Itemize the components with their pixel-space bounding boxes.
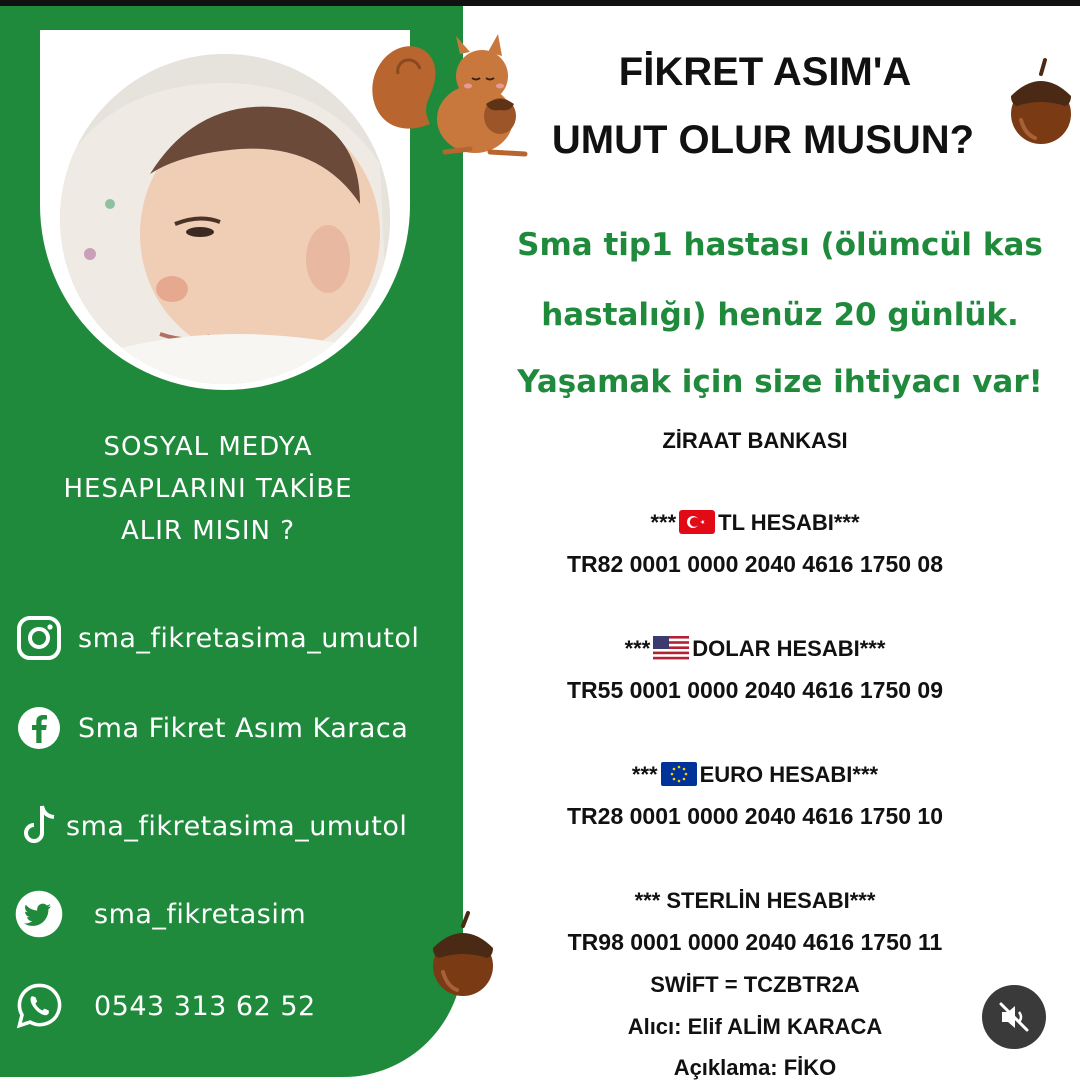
baby-photo-illustration — [60, 54, 390, 384]
account-label: TL HESABI*** — [718, 510, 860, 535]
social-instagram[interactable] — [14, 610, 463, 666]
iban-tl: TR82 0001 0000 2040 4616 1750 08 — [567, 551, 943, 577]
iban-usd: TR55 0001 0000 2040 4616 1750 09 — [567, 677, 943, 703]
mute-button[interactable] — [982, 985, 1046, 1049]
speaker-muted-icon — [997, 1000, 1031, 1034]
page-title-line-1: FİKRET ASIM'A — [618, 50, 912, 94]
facebook-icon — [14, 703, 64, 753]
acorn-icon — [1005, 56, 1077, 148]
whatsapp-icon — [14, 981, 64, 1031]
turkey-flag-icon — [679, 510, 715, 534]
account-header-tl — [475, 510, 1035, 536]
account-header-usd — [475, 636, 1035, 662]
whatsapp-phone[interactable]: 0543 313 62 52 — [94, 990, 316, 1022]
iban-eur: TR28 0001 0000 2040 4616 1750 10 — [567, 803, 943, 829]
social-tiktok[interactable] — [14, 798, 463, 854]
social-whatsapp[interactable] — [14, 978, 463, 1034]
page-title-line-2: UMUT OLUR MUSUN? — [551, 118, 975, 162]
twitter-handle[interactable]: sma_fikretasim — [94, 898, 307, 930]
account-prefix: *** — [650, 510, 677, 535]
follow-request-text — [18, 426, 398, 552]
payment-description: Açıklama: FİKO — [673, 1055, 837, 1080]
follow-line-1: SOSYAL MEDYA — [103, 432, 313, 462]
tiktok-icon — [14, 801, 64, 851]
account-prefix: *** — [634, 888, 661, 913]
follow-line-3: ALIR MISIN ? — [120, 516, 296, 546]
message-line-3: Yaşamak için size ihtiyacı var! — [517, 364, 1043, 400]
baby-photo — [60, 54, 390, 384]
account-header-gbp — [475, 888, 1035, 914]
facebook-name[interactable]: Sma Fikret Asım Karaca — [78, 712, 409, 744]
social-facebook[interactable] — [14, 700, 463, 756]
account-label: DOLAR HESABI*** — [692, 636, 886, 661]
message-line-2: hastalığı) henüz 20 günlük. — [541, 297, 1019, 333]
tiktok-handle[interactable]: sma_fikretasima_umutol — [66, 810, 408, 842]
account-label: STERLİN HESABI*** — [660, 888, 876, 913]
instagram-icon — [14, 613, 64, 663]
recipient-name: Alıcı: Elif ALİM KARACA — [627, 1014, 883, 1039]
squirrel-illustration — [360, 24, 530, 164]
account-header-eur — [475, 762, 1035, 788]
follow-line-2: HESAPLARINI TAKİBE — [63, 474, 353, 504]
swift-code: SWİFT = TCZBTR2A — [650, 972, 860, 997]
account-label: EURO HESABI*** — [699, 762, 879, 787]
social-twitter[interactable] — [14, 886, 463, 942]
usa-flag-icon — [653, 636, 689, 660]
message-line-1: Sma tip1 hastası (ölümcül kas — [517, 227, 1043, 263]
account-prefix: *** — [631, 762, 658, 787]
left-green-panel — [0, 6, 463, 1077]
instagram-handle[interactable]: sma_fikretasima_umutol — [78, 622, 420, 654]
bank-name: ZİRAAT BANKASI — [662, 428, 848, 453]
iban-gbp: TR98 0001 0000 2040 4616 1750 11 — [567, 929, 943, 955]
account-prefix: *** — [624, 636, 651, 661]
eu-flag-icon — [661, 762, 697, 786]
twitter-icon — [14, 889, 64, 939]
